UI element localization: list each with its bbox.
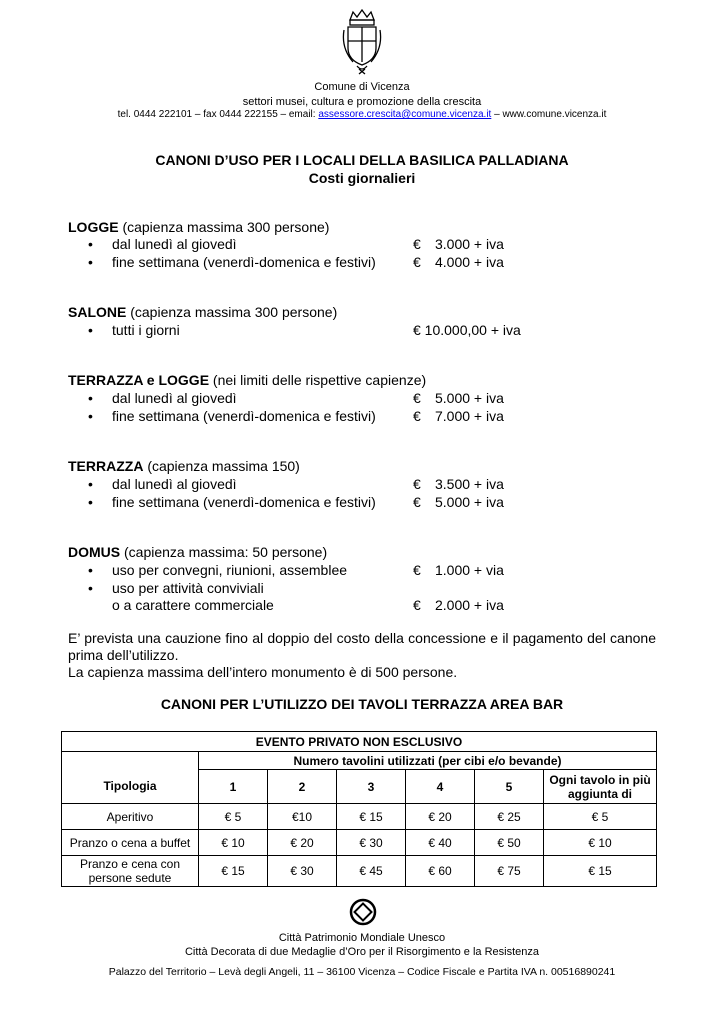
col-header: 1 — [199, 770, 268, 804]
table-cell: € 15 — [199, 856, 268, 887]
price-label: tutti i giorni — [112, 322, 180, 338]
section-salone-heading — [68, 304, 337, 320]
contact-suffix: – www.comune.vicenza.it — [491, 109, 607, 120]
section-logge-heading — [68, 219, 329, 235]
col-header: 3 — [337, 770, 406, 804]
price-label: dal lunedì al giovedì — [112, 390, 237, 406]
document-subtitle: Costi giornalieri — [308, 170, 416, 186]
currency: € — [413, 494, 421, 510]
section-name: SALONE — [68, 304, 127, 320]
section-note: (capienza massima 300 persone) — [126, 304, 338, 320]
department-line: settori musei, cultura e promozione della crescita — [242, 96, 482, 108]
table-cell: € 40 — [406, 830, 475, 856]
price-amount: 5.000 + iva — [435, 494, 504, 510]
row-type: Pranzo e cena con persone sedute — [62, 856, 199, 887]
table-cell: € 15 — [337, 804, 406, 830]
price-row: • fine settimana (venerdì-domenica e festivi) € 5.000 + iva — [88, 494, 504, 510]
contact-prefix: tel. 0444 222101 – fax 0444 222155 – email: — [117, 109, 319, 120]
deposit-note: E’ prevista una cauzione fino al doppio del costo della concessione e il pagamento del canone prima dell’utilizzo. — [68, 630, 656, 663]
price-label: dal lunedì al giovedì — [112, 236, 237, 252]
section-name: DOMUS — [68, 544, 121, 560]
price-label: fine settimana (venerdì-domenica e festivi) — [112, 254, 376, 270]
email-link[interactable]: assessore.crescita@comune.vicenza.it — [318, 109, 492, 120]
capacity-note: La capienza massima dell’intero monumento è di 500 persone. — [68, 664, 458, 680]
price-label-continued: o a carattere commerciale — [112, 597, 274, 613]
footer-unesco: Città Patrimonio Mondiale Unesco — [278, 932, 446, 944]
table-row — [62, 830, 657, 856]
table-cell: € 50 — [475, 830, 544, 856]
section-note: (capienza massima 300 persone) — [118, 219, 330, 235]
section-domus-heading — [68, 544, 327, 560]
table-cell: € 60 — [406, 856, 475, 887]
city-crest-icon — [341, 8, 383, 76]
row-type: Aperitivo — [62, 804, 199, 830]
price-row: • tutti i giorni € 10.000,00 + iva — [88, 322, 521, 338]
price-row-continued — [0, 597, 724, 615]
table-cell: € 45 — [337, 856, 406, 887]
event-header: EVENTO PRIVATO NON ESCLUSIVO — [62, 732, 657, 752]
table-cell: € 30 — [268, 856, 337, 887]
price-row: • fine settimana (venerdì-domenica e festivi) € 7.000 + iva — [88, 408, 504, 424]
footer-address: Palazzo del Territorio – Levà degli Angeli, 11 – 36100 Vicenza – Codice Fiscale e Partita IVA n. 00516890241 — [108, 966, 616, 978]
price-amount: 1.000 + via — [435, 562, 504, 578]
price-row: • dal lunedì al giovedì € 5.000 + iva — [88, 390, 504, 406]
section-terrazza-logge-heading — [68, 372, 426, 388]
row-type: Pranzo o cena a buffet — [62, 830, 199, 856]
col-header: Ogni tavolo in più aggiunta di — [544, 770, 657, 804]
table-cell: € 5 — [544, 804, 657, 830]
price-amount: 7.000 + iva — [435, 408, 504, 424]
section-note: (capienza massima 150) — [143, 458, 300, 474]
price-amount: 3.500 + iva — [435, 476, 504, 492]
col-type-header: Tipologia — [62, 770, 199, 804]
price-row: • dal lunedì al giovedì € 3.000 + iva — [88, 236, 504, 252]
contact-line — [0, 109, 724, 120]
col-header: 4 — [406, 770, 475, 804]
price-amount: 5.000 + iva — [435, 390, 504, 406]
price-label: fine settimana (venerdì-domenica e festivi) — [112, 408, 376, 424]
table-cell: € 75 — [475, 856, 544, 887]
section-name: TERRAZZA e LOGGE — [68, 372, 210, 388]
table-cell: € 20 — [268, 830, 337, 856]
price-row: • uso per attività conviviali — [88, 580, 264, 596]
table-cell: € 10 — [199, 830, 268, 856]
table-cell: € 30 — [337, 830, 406, 856]
bar-fees-table — [61, 731, 657, 887]
col-header: 2 — [268, 770, 337, 804]
table-cell: € 15 — [544, 856, 657, 887]
table-cell: € 10 — [544, 830, 657, 856]
price-row: • dal lunedì al giovedì € 3.500 + iva — [88, 476, 504, 492]
document-title: CANONI D’USO PER I LOCALI DELLA BASILICA PALLADIANA — [155, 152, 569, 168]
footer-medals: Città Decorata di due Medaglie d’Oro per il Risorgimento e la Resistenza — [184, 946, 539, 958]
table-cell: € 20 — [406, 804, 475, 830]
tables-count-header: Numero tavolini utilizzati (per cibi e/o bevande) — [199, 752, 657, 770]
currency: € — [413, 254, 421, 270]
section-note: (nei limiti delle rispettive capienze) — [209, 372, 427, 388]
unesco-heritage-icon — [349, 898, 377, 926]
currency: € — [413, 408, 421, 424]
section-note: (capienza massima: 50 persone) — [120, 544, 328, 560]
currency: € — [413, 390, 421, 406]
price-row: • fine settimana (venerdì-domenica e festivi) € 4.000 + iva — [88, 254, 504, 270]
table-cell: €10 — [268, 804, 337, 830]
table-cell: € 25 — [475, 804, 544, 830]
currency: € — [413, 597, 421, 613]
price-label: uso per attività conviviali — [112, 580, 264, 596]
municipality-name: Comune di Vicenza — [314, 81, 410, 93]
price-label: dal lunedì al giovedì — [112, 476, 237, 492]
section-terrazza-heading — [68, 458, 300, 474]
section-name: LOGGE — [68, 219, 119, 235]
table-row — [62, 804, 657, 830]
section-name: TERRAZZA — [68, 458, 144, 474]
price-row: • uso per convegni, riunioni, assemblee € 1.000 + via — [88, 562, 504, 578]
price-amount: € 10.000,00 + iva — [413, 322, 521, 338]
price-amount: 3.000 + iva — [435, 236, 504, 252]
table-cell: € 5 — [199, 804, 268, 830]
bar-tables-title: CANONI PER L’UTILIZZO DEI TAVOLI TERRAZZA AREA BAR — [160, 696, 564, 712]
currency: € — [413, 476, 421, 492]
price-label: fine settimana (venerdì-domenica e festivi) — [112, 494, 376, 510]
price-amount: 4.000 + iva — [435, 254, 504, 270]
currency: € — [413, 562, 421, 578]
price-label: uso per convegni, riunioni, assemblee — [112, 562, 348, 578]
currency: € — [413, 236, 421, 252]
col-header: 5 — [475, 770, 544, 804]
table-row — [62, 856, 657, 887]
price-amount: 2.000 + iva — [435, 597, 504, 613]
